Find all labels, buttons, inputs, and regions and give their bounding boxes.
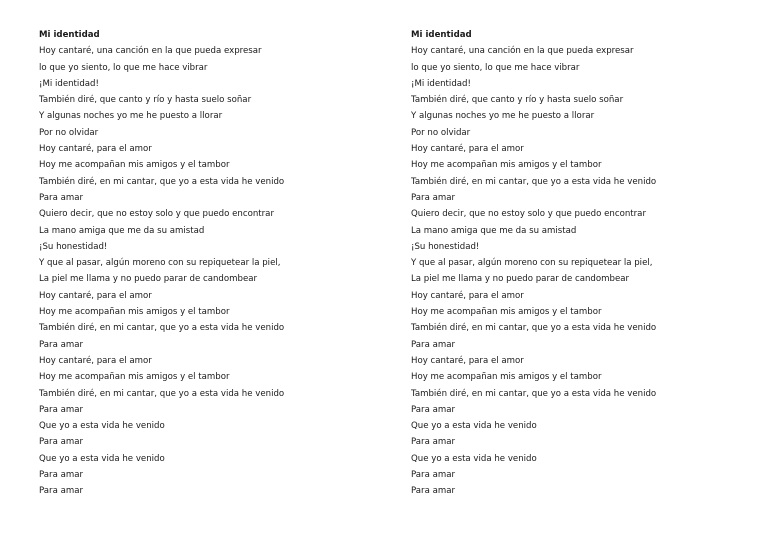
lyric-line: También diré, en mi cantar, que yo a esta vida he venido	[39, 323, 285, 334]
lyric-line: Quiero decir, que no estoy solo y que puedo encontrar	[39, 209, 274, 220]
lyric-line: Hoy cantaré, para el amor	[39, 355, 152, 366]
lyric-line: Por no olvidar	[39, 127, 99, 138]
lyric-line: Para amar	[39, 470, 84, 481]
lyric-line: Por no olvidar	[411, 127, 471, 138]
lyric-line: Para amar	[39, 486, 84, 497]
lyric-line: ¡Mi identidad!	[39, 78, 99, 89]
lyric-line: Para amar	[39, 437, 84, 448]
lyric-line: También diré, en mi cantar, que yo a esta vida he venido	[411, 323, 657, 334]
lyric-line: Que yo a esta vida he venido	[39, 453, 165, 464]
lyric-line: Hoy me acompañan mis amigos y el tambor	[411, 372, 602, 383]
lyric-line: Para amar	[39, 404, 84, 415]
lyric-line: Que yo a esta vida he venido	[411, 421, 537, 432]
lyrics-column-left	[39, 27, 379, 500]
song-title: Mi identidad	[39, 30, 100, 40]
lyric-line: Y algunas noches yo me he puesto a llorar	[39, 111, 223, 122]
lyric-line: Para amar	[39, 192, 84, 203]
lyric-line: También diré, en mi cantar, que yo a esta vida he venido	[411, 176, 657, 187]
lyric-line: Y que al pasar, algún moreno con su repiquetear la piel,	[411, 258, 653, 269]
lyric-line: Que yo a esta vida he venido	[39, 421, 165, 432]
lyrics-lines	[411, 43, 751, 499]
lyric-line: Y que al pasar, algún moreno con su repiquetear la piel,	[39, 258, 281, 269]
lyric-line: Que yo a esta vida he venido	[411, 453, 537, 464]
lyric-line: La piel me llama y no puedo parar de candombear	[411, 274, 630, 285]
lyric-line: Hoy cantaré, para el amor	[411, 290, 524, 301]
lyric-line: Para amar	[39, 339, 84, 350]
lyric-line: lo que yo siento, lo que me hace vibrar	[411, 62, 580, 73]
lyric-line: Hoy cantaré, una canción en la que pueda expresar	[411, 46, 634, 57]
lyric-line: Hoy cantaré, para el amor	[411, 144, 524, 155]
lyrics-lines	[39, 43, 379, 499]
lyric-line: También diré, en mi cantar, que yo a esta vida he venido	[39, 388, 285, 399]
lyric-line: Hoy me acompañan mis amigos y el tambor	[411, 307, 602, 318]
lyric-line: lo que yo siento, lo que me hace vibrar	[39, 62, 208, 73]
lyric-line: ¡Mi identidad!	[411, 78, 471, 89]
lyric-line: Hoy cantaré, una canción en la que pueda expresar	[39, 46, 262, 57]
lyric-line: Quiero decir, que no estoy solo y que puedo encontrar	[411, 209, 646, 220]
lyric-line: También diré, en mi cantar, que yo a esta vida he venido	[39, 176, 285, 187]
lyric-line: Para amar	[411, 339, 456, 350]
lyric-line: Hoy me acompañan mis amigos y el tambor	[39, 307, 230, 318]
lyric-line: La piel me llama y no puedo parar de candombear	[39, 274, 258, 285]
lyric-line: Para amar	[411, 192, 456, 203]
lyric-line: La mano amiga que me da su amistad	[39, 225, 205, 236]
lyric-line: Para amar	[411, 470, 456, 481]
song-title: Mi identidad	[411, 30, 472, 40]
lyric-line: También diré, que canto y río y hasta suelo soñar	[411, 95, 624, 106]
lyric-line: Para amar	[411, 486, 456, 497]
lyric-line: ¡Su honestidad!	[39, 241, 108, 252]
lyric-line: También diré, que canto y río y hasta suelo soñar	[39, 95, 252, 106]
lyric-line: Para amar	[411, 437, 456, 448]
lyric-line: Y algunas noches yo me he puesto a llorar	[411, 111, 595, 122]
lyric-line: Hoy cantaré, para el amor	[39, 290, 152, 301]
lyric-line: Hoy me acompañan mis amigos y el tambor	[39, 372, 230, 383]
lyrics-column-right	[411, 27, 751, 500]
lyric-line: Para amar	[411, 404, 456, 415]
lyric-line: Hoy me acompañan mis amigos y el tambor	[39, 160, 230, 171]
lyric-line: Hoy me acompañan mis amigos y el tambor	[411, 160, 602, 171]
lyric-line: Hoy cantaré, para el amor	[39, 144, 152, 155]
lyric-line: También diré, en mi cantar, que yo a esta vida he venido	[411, 388, 657, 399]
lyric-line: Hoy cantaré, para el amor	[411, 355, 524, 366]
lyric-line: ¡Su honestidad!	[411, 241, 480, 252]
lyric-line: La mano amiga que me da su amistad	[411, 225, 577, 236]
